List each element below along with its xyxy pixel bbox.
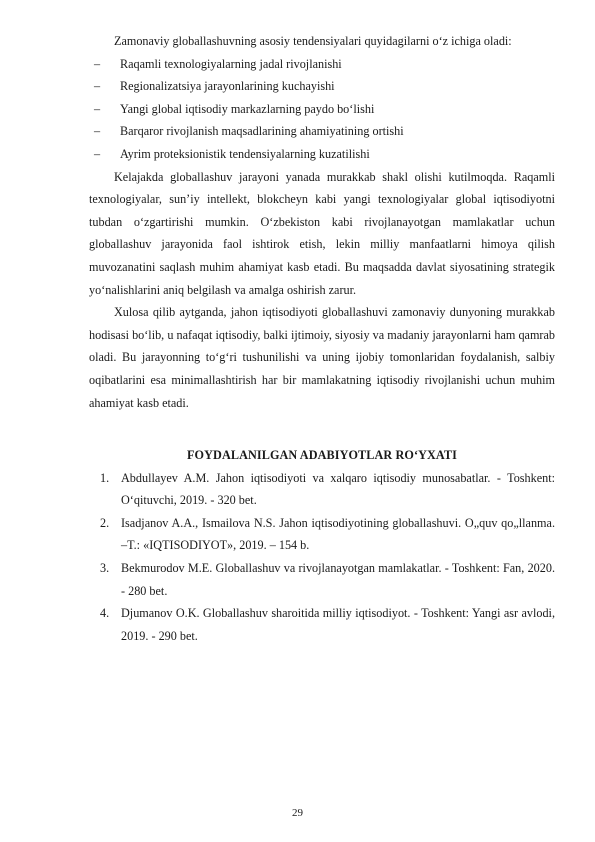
- dash-marker: –: [94, 79, 101, 94]
- dash-marker: –: [94, 56, 101, 71]
- page-number: 29: [292, 807, 303, 819]
- list-item-text: Raqamli texnologiyalarning jadal rivojlanishi: [120, 56, 342, 71]
- reference-number: 1.: [100, 470, 110, 485]
- reference-text: Isadjanov A.A., Ismailova N.S. Jahon iqtisodiyotining globallashuvi. O„quv qo„llanma. –T.: «IQTISODIYOT», 2019. – 154 b.: [121, 515, 555, 553]
- dash-marker: –: [94, 101, 101, 116]
- conclusion-paragraph: Xulosa qilib aytganda, jahon iqtisodiyoti globallashuvi zamonaviy dunyoning murakkab hodisasi bo‘lib, u nafaqat iqtisodiy, balki ijtimoiy, siyosiy va madaniy jarayonlarni ham qamrab oladi. Bu jarayonning to‘g‘ri tushunilishi va uning ijobiy tomonlaridan foydalanish, salbiy oqibatlarini esa minimallashtirish har bir mamlakatning iqtisodiy rivojlanishi uchun muhim ahamiyat kasb etadi.: [89, 305, 555, 410]
- list-item: [89, 75, 555, 98]
- list-item: [89, 98, 555, 121]
- reference-text: Bekmurodov M.E. Globallashuv va rivojlanayotgan mamlakatlar. - Toshkent: Fan, 2020. - 280 bet.: [121, 561, 555, 598]
- reference-item: [89, 602, 555, 647]
- list-item: [89, 143, 555, 166]
- list-item-text: Barqaror rivojlanish maqsadlarining ahamiyatining ortishi: [120, 124, 404, 139]
- reference-item: [89, 557, 555, 602]
- dash-marker: –: [94, 146, 101, 161]
- reference-number: 4.: [100, 606, 110, 621]
- list-item: [89, 120, 555, 143]
- list-item-text: Regionalizatsiya jarayonlarining kuchayishi: [120, 79, 335, 94]
- references-title: FOYDALANILGAN ADABIYOTLAR RO‘YXATI: [187, 448, 457, 463]
- dash-marker: –: [94, 124, 101, 139]
- reference-text: Abdullayev A.M. Jahon iqtisodiyoti va xalqaro iqtisodiy munosabatlar. - Toshkent: O‘qituvchi, 2019. - 320 bet.: [121, 470, 555, 508]
- list-item-text: Ayrim proteksionistik tendensiyalarning kuzatilishi: [120, 146, 370, 161]
- document-page: [89, 30, 555, 647]
- reference-text: Djumanov O.K. Globallashuv sharoitida milliy iqtisodiyot. - Toshkent: Yangi asr avlodi, 2019. - 290 bet.: [121, 606, 555, 643]
- reference-item: [89, 512, 555, 557]
- reference-number: 2.: [100, 515, 110, 530]
- reference-number: 3.: [100, 561, 110, 576]
- trends-list: [89, 53, 555, 166]
- future-paragraph: Kelajakda globallashuv jarayoni yanada murakkab shakl olishi kutilmoqda. Raqamli texnologiyalar, sun’iy intellekt, blokcheyn kabi yangi texnologiyalar global iqtisodiyotni tubdan o‘zgartirishi mumkin. O‘zbekiston kabi rivojlanayotgan mamlakatlar uchun globallashuv jarayonida faol ishtirok etish, lekin milliy manfaatlarni himoya qilish muvozanatini saqlash muhim ahamiyat kasb etadi. Bu maqsadda davlat siyosatining strategik yo‘nalishlarini aniq belgilash va amalga oshirish zarur.: [89, 169, 555, 297]
- section-spacer: [89, 414, 555, 444]
- reference-item: [89, 467, 555, 512]
- intro-paragraph: Zamonaviy globallashuvning asosiy tendensiyalari quyidagilarni o‘z ichiga oladi:: [114, 34, 512, 48]
- list-item-text: Yangi global iqtisodiy markazlarning paydo bo‘lishi: [120, 101, 375, 116]
- list-item: [89, 53, 555, 76]
- references-list: [89, 467, 555, 648]
